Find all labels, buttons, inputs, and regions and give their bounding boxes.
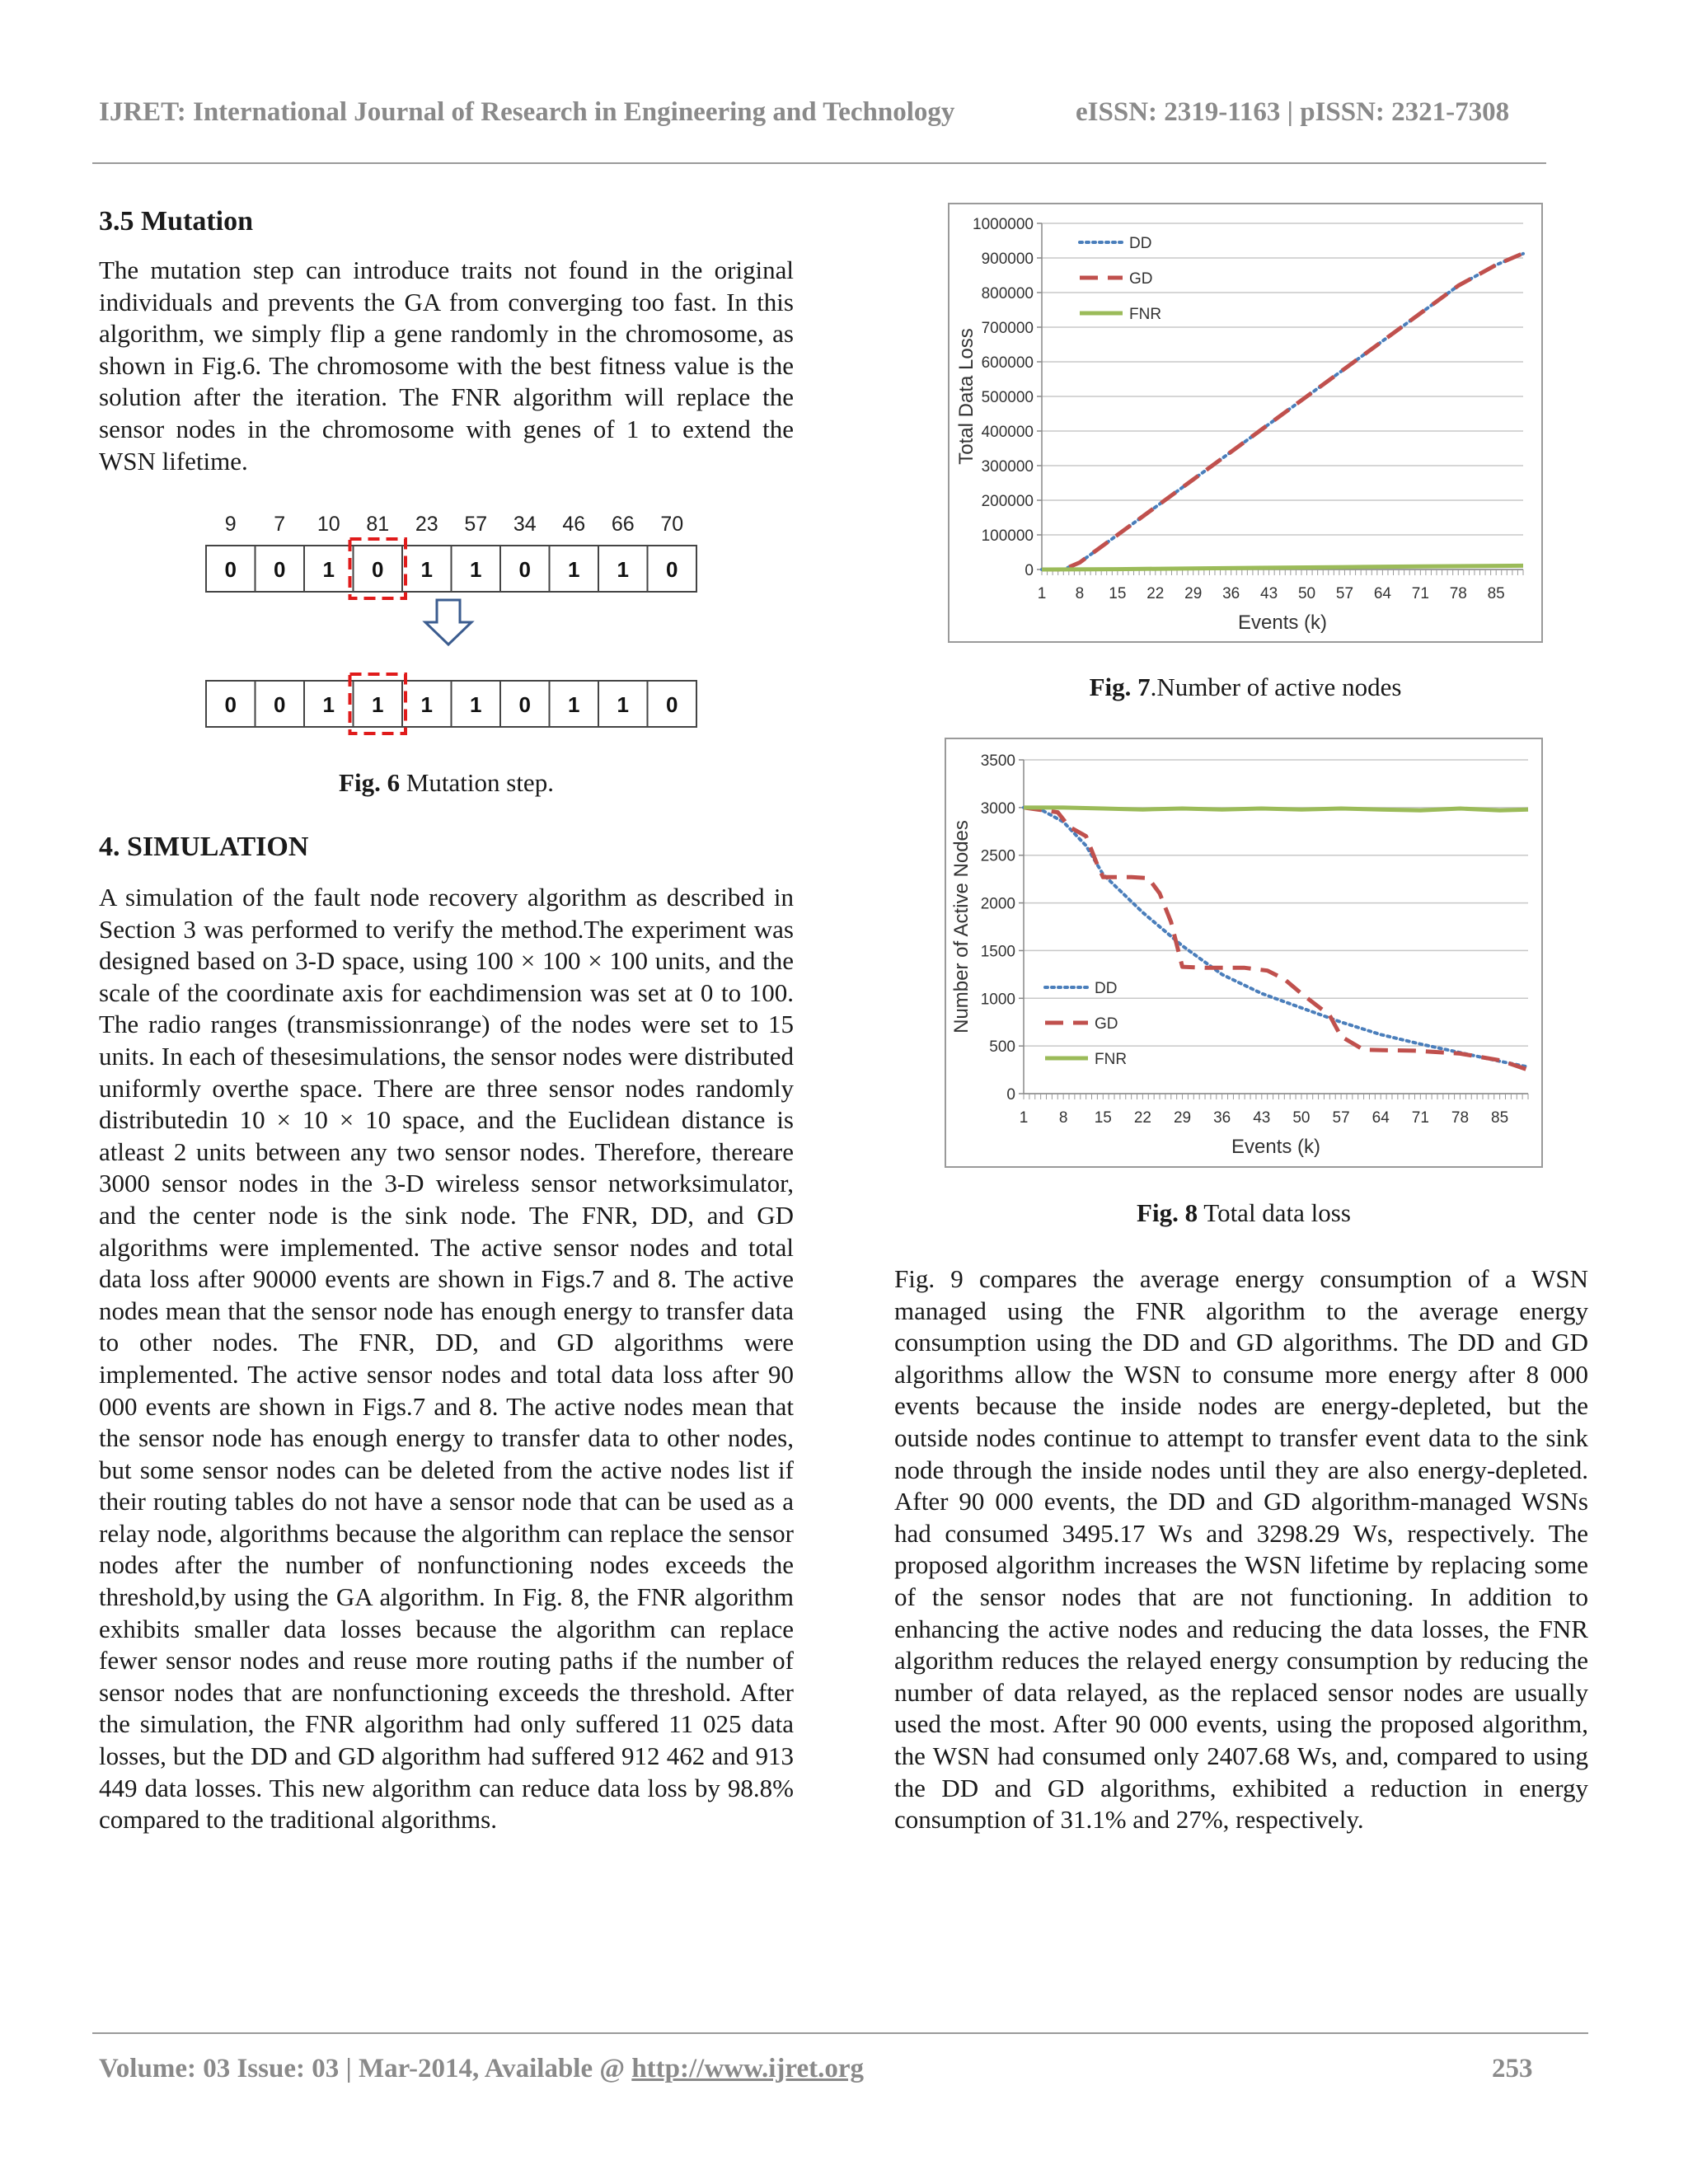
x-tick-label: 22	[1146, 585, 1165, 602]
y-tick-label: 1500	[980, 943, 1015, 961]
x-tick-label: 36	[1213, 1109, 1231, 1127]
legend-label-gd: GD	[1129, 270, 1153, 288]
x-axis-title: Events (k)	[1231, 1136, 1321, 1158]
fig6-chromosome-before	[206, 546, 696, 592]
simulation-body: A simulation of the fault node recovery algorithm as described in Section 3 was performed to verify the method.The experiment was designed based on 3-D space, using 100 × 100 × 100 units, and the scale of the coordinate axis for eachdimension was set at 0 to 100. The radio ranges (transmissionrange) of the nodes were set to 15 units. In each of thesesimulations, the sensor nodes were distributed uniformly overthe space. There are three sensor nodes randomly distributedin 10 × 10 × 10 space, and the Euclidean distance is atleast 2 units between any two sensor nodes. Therefore, thereare 3000 sensor nodes in the 3-D wireless sensor networksimulator, and the center node is the sink node. The FNR, DD, and GD algorithms were implemented. The active sensor nodes and total data loss after 90000 events are shown in Figs.7 and 8. The active nodes mean that the sensor node has enough energy to transfer data to other nodes. The FNR, DD, and GD algorithms were implemented. The active sensor nodes and total data loss after 90 000 events are shown in Figs.7 and 8. The active nodes mean that the sensor node has enough energy to transfer data to other nodes, but some sensor nodes can be deleted from the active nodes list if their routing tables do not have a sensor node that can be used as a relay node, algorithms because the algorithm can replace the sensor nodes after the number of nonfunctioning nodes exceeds the threshold,by using the GA algorithm. In Fig. 8, the FNR algorithm exhibits smaller data losses because the algorithm can replace fewer sensor nodes and reuse more routing paths if the number of sensor nodes that are nonfunctioning exceeds the threshold. After the simulation, the FNR algorithm had only suffered 11 025 data losses, but the DD and GD algorithm had suffered 912 462 and 913 449 data losses. This new algorithm can reduce data loss by 98.8% compared to the traditional algorithms.	[99, 883, 794, 1835]
issn: eISSN: 2319-1163 | pISSN: 2321-7308	[1076, 97, 1510, 127]
after-gene: 0	[224, 692, 237, 717]
before-gene: 0	[274, 557, 286, 582]
energy-paragraph	[894, 1263, 1588, 1836]
before-gene: 0	[224, 557, 237, 582]
before-gene: 1	[617, 557, 629, 582]
mutation-body: The mutation step can introduce traits not found in the original individuals and prevents the GA from converging too fast. In this algorithm, we simply flip a gene randomly in the chromosome, as shown in Fig.6. The chromosome with the best fitness value is the solution after the iteration. The FNR algorithm will replace the sensor nodes in the chromosome with genes of 1 to extend the WSN lifetime.	[99, 255, 794, 476]
after-gene: 0	[518, 692, 531, 717]
y-tick-label: 0	[1025, 562, 1034, 579]
before-gene: 0	[518, 557, 531, 582]
x-tick-label: 15	[1094, 1109, 1112, 1127]
x-tick-label: 29	[1173, 1109, 1192, 1127]
x-tick-label: 64	[1372, 1109, 1390, 1127]
fig6-caption	[99, 768, 794, 798]
x-tick-label: 57	[1335, 585, 1354, 602]
gene-label: 7	[274, 513, 286, 536]
after-gene: 1	[617, 692, 629, 717]
gene-label: 34	[513, 513, 537, 536]
x-axis-title: Events (k)	[1237, 612, 1328, 634]
fig7-caption-label: Fig. 7	[1089, 673, 1151, 701]
x-tick-label: 78	[1451, 1109, 1470, 1127]
mutation-paragraph	[99, 255, 794, 477]
chart-frame	[945, 738, 1542, 1167]
simulation-paragraph	[99, 882, 794, 1836]
after-gene: 0	[274, 692, 286, 717]
fig6-caption-text: Mutation step.	[400, 768, 554, 797]
gene-label: 23	[415, 513, 438, 536]
section-heading-mutation: 3.5 Mutation	[99, 206, 253, 237]
legend-label-fnr: FNR	[1129, 306, 1162, 323]
legend-label-dd: DD	[1129, 235, 1152, 252]
before-gene: 1	[568, 557, 580, 582]
fig7-caption-text: .Number of active nodes	[1150, 673, 1402, 701]
before-gene: 1	[470, 557, 482, 582]
fig8-caption-text: Total data loss	[1198, 1198, 1351, 1227]
gene-label: 46	[562, 513, 586, 536]
x-tick-label: 15	[1109, 585, 1127, 602]
y-tick-label: 500000	[981, 389, 1034, 406]
fig8-caption-label: Fig. 8	[1137, 1198, 1198, 1227]
y-tick-label: 500	[989, 1038, 1015, 1057]
energy-body: Fig. 9 compares the average energy consumption of a WSN managed using the FNR algorithm to the average energy consumption using the DD and GD algorithms. The DD and GD algorithms allow the WSN to consume more energy after 8 000 events because the inside nodes are energy-depleted, but the outside nodes continue to attempt to transfer event data to the sink node through the inside nodes until they are also energy-depleted. After 90 000 events, the DD and GD algorithm-managed WSNs had consumed 3495.17 Ws and 3298.29 Ws, respectively. The proposed algorithm increases the WSN lifetime by replacing some of the sensor nodes that are not functioning. In addition to enhancing the active nodes and reducing the data losses, the FNR algorithm reduces the relayed energy consumption by reducing the number of data relayed, as the replaced sensor nodes are usually used the most. After 90 000 events, using the proposed algorithm, the WSN had consumed only 2407.68 Ws, and, compared to using the DD and GD algorithms, exhibited a reduction in energy consumption of 31.1% and 27%, respectively.	[894, 1264, 1588, 1835]
before-gene: 1	[322, 557, 335, 582]
fig6-caption-label: Fig. 6	[339, 768, 401, 797]
journal-title: IJRET: International Journal of Research in Engineering and Technology	[99, 97, 955, 127]
after-gene: 1	[372, 692, 384, 717]
x-tick-label: 57	[1332, 1109, 1350, 1127]
x-tick-label: 8	[1058, 1109, 1068, 1127]
before-gene: 0	[666, 557, 678, 582]
x-tick-label: 43	[1260, 585, 1278, 602]
after-gene: 1	[322, 692, 335, 717]
y-tick-label: 2000	[980, 895, 1015, 913]
y-axis-title: Number of Active Nodes	[950, 820, 973, 1033]
x-tick-label: 71	[1411, 1109, 1429, 1127]
y-axis-title: Total Data Loss	[955, 328, 978, 465]
gene-label: 57	[464, 513, 488, 536]
header-rule	[92, 162, 1546, 164]
fig8-caption	[945, 1198, 1543, 1228]
footer	[99, 2054, 1533, 2084]
series-fnr-line	[1024, 808, 1528, 810]
x-tick-label: 50	[1297, 585, 1316, 602]
x-tick-label: 29	[1184, 585, 1203, 602]
gene-label: 70	[660, 513, 684, 536]
section-heading-simulation: 4. SIMULATION	[99, 832, 309, 862]
y-tick-label: 1000	[980, 991, 1015, 1009]
after-gene: 1	[420, 692, 433, 717]
y-tick-label: 3500	[980, 752, 1015, 770]
legend-label-fnr: FNR	[1095, 1051, 1128, 1068]
x-tick-label: 36	[1222, 585, 1240, 602]
y-tick-label: 100000	[981, 527, 1034, 545]
x-tick-label: 85	[1491, 1109, 1509, 1127]
gene-label: 10	[316, 513, 340, 536]
before-gene: 0	[372, 557, 384, 582]
arrow-down-icon	[425, 600, 471, 644]
legend-label-dd: DD	[1095, 980, 1118, 997]
y-tick-label: 1000000	[973, 216, 1034, 233]
fig6-mutation-diagram	[198, 503, 709, 738]
y-tick-label: 800000	[981, 285, 1034, 302]
y-tick-label: 3000	[980, 799, 1015, 818]
x-tick-label: 1	[1037, 585, 1047, 602]
y-tick-label: 200000	[981, 493, 1034, 510]
x-tick-label: 78	[1449, 585, 1467, 602]
x-tick-label: 22	[1133, 1109, 1151, 1127]
y-tick-label: 0	[1006, 1086, 1015, 1104]
fig6-gene-labels	[225, 513, 683, 536]
after-gene: 0	[666, 692, 678, 717]
running-header	[99, 97, 1541, 128]
footer-rule	[92, 2032, 1588, 2034]
y-tick-label: 300000	[981, 458, 1034, 476]
before-gene: 1	[420, 557, 433, 582]
y-tick-label: 700000	[981, 320, 1034, 337]
fig6-chromosome-after	[206, 681, 696, 727]
x-tick-label: 64	[1373, 585, 1391, 602]
x-tick-label: 85	[1487, 585, 1505, 602]
fig7-chart	[948, 203, 1543, 643]
footer-volume: Volume: 03 Issue: 03 | Mar-2014, Available @	[99, 2054, 632, 2083]
y-tick-label: 2500	[980, 847, 1015, 865]
x-tick-label: 43	[1253, 1109, 1271, 1127]
x-tick-label: 71	[1411, 585, 1429, 602]
gene-label: 9	[224, 513, 237, 536]
fig7-caption	[948, 673, 1543, 702]
chart-frame	[949, 204, 1542, 642]
fig8-chart	[945, 738, 1543, 1168]
footer-link[interactable]: http://www.ijret.org	[631, 2054, 864, 2083]
after-gene: 1	[470, 692, 482, 717]
y-tick-label: 400000	[981, 424, 1034, 441]
gene-label: 81	[366, 513, 390, 536]
x-tick-label: 50	[1292, 1109, 1311, 1127]
x-tick-label: 8	[1075, 585, 1085, 602]
y-tick-label: 900000	[981, 251, 1034, 268]
x-tick-label: 1	[1019, 1109, 1029, 1127]
after-gene: 1	[568, 692, 580, 717]
legend-label-gd: GD	[1095, 1015, 1118, 1033]
y-tick-label: 600000	[981, 354, 1034, 372]
page-number: 253	[1492, 2054, 1533, 2083]
gene-label: 66	[611, 513, 635, 536]
